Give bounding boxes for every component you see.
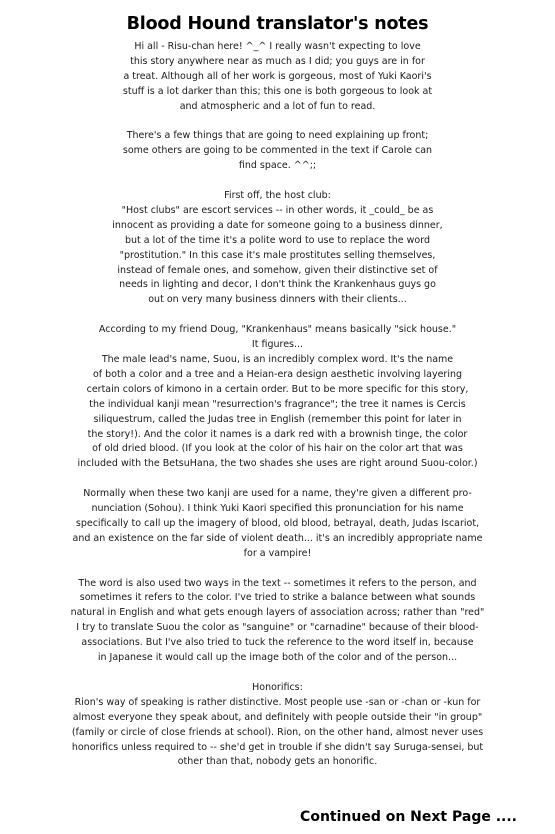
text-line: The word is also used two ways in the text -- sometimes it refers to the person, and <box>78 577 477 589</box>
text-line: this story anywhere near as much as I did; you guys are in for <box>130 55 425 67</box>
text-line: siliquestrum, called the Judas tree in English (remember this point for later in <box>93 413 462 425</box>
text-line: (family or circle of close friends at school). Rion, on the other hand, almost never uses <box>71 726 484 738</box>
text-line: "prostitution." In this case it's male prostitutes selling themselves, <box>119 249 436 261</box>
paragraph <box>14 189 541 308</box>
text-line: in Japanese it would call up the image both of the color and of the person... <box>97 652 458 664</box>
paragraph <box>14 487 541 562</box>
text-line: Rion's way of speaking is rather distinctive. Most people use -san or -chan or -kun for <box>74 696 481 708</box>
continued-notice: Continued on Next Page .... <box>300 809 517 825</box>
paragraph <box>14 577 541 666</box>
text-line: for a vampire! <box>243 547 312 559</box>
text-line: Honorifics: <box>252 681 303 693</box>
text-line: the individual kanji mean "resurrection's fragrance"; the tree it names is Cercis <box>89 398 466 410</box>
paragraph <box>14 40 541 115</box>
text-line: but a lot of the time it's a polite word to use to replace the word <box>124 234 430 246</box>
text-line: of both a color and a tree and a Heian-era design aesthetic involving layering <box>92 368 463 380</box>
text-line: find space. ^^;; <box>238 160 317 172</box>
text-line: and an existence on the far side of violent death... it's an incredibly appropriate name <box>72 532 483 544</box>
text-line: Normally when these two kanji are used for a name, they're given a different pro- <box>83 488 472 500</box>
text-line: out on very many business dinners with their clients... <box>148 294 407 306</box>
text-line: the story!). And the color it names is a dark red with a brownish tinge, the color <box>87 428 468 440</box>
notes-body <box>14 40 541 770</box>
text-line: specifically to call up the imagery of blood, old blood, betrayal, death, Judas Iscariot, <box>75 517 480 529</box>
paragraph <box>14 129 541 174</box>
paragraph <box>14 323 541 353</box>
text-line: "Host clubs" are escort services -- in other words, it _could_ be as <box>121 204 434 216</box>
text-line: nunciation (Sohou). I think Yuki Kaori specified this pronunciation for his name <box>91 503 464 515</box>
text-line: a treat. Although all of her work is gorgeous, most of Yuki Kaori's <box>123 70 432 82</box>
text-line: sometimes it refers to the color. I've tried to strike a balance between what sounds <box>79 592 476 604</box>
text-line: Hi all - Risu-chan here! ^_^ I really wasn't expecting to love <box>134 41 421 52</box>
text-line: included with the BetsuHana, the two shades she uses are right around Suou-color.) <box>77 458 478 470</box>
text-line: natural in English and what gets enough layers of association across; rather than "red" <box>70 607 485 619</box>
text-line: First off, the host club: <box>224 190 331 202</box>
text-line: It figures... <box>251 339 304 351</box>
text-line: According to my friend Doug, "Krankenhaus" means basically "sick house." <box>98 324 457 336</box>
text-line: stuff is a lot darker than this; this one is both gorgeous to look at <box>122 85 433 97</box>
text-line: honorifics unless required to -- she'd get in trouble if she didn't say Suruga-sensei, but <box>71 741 484 753</box>
text-line: and atmospheric and a lot of fun to read. <box>179 100 376 112</box>
text-line: of old dried blood. (If you look at the color of his hair on the color art that was <box>92 443 463 455</box>
text-line: innocent as providing a date for someone going to a business dinner, <box>112 219 443 231</box>
text-line: needs in lighting and decor, I don't think the Krankenhaus guys go <box>119 279 436 291</box>
text-line: There's a few things that are going to need explaining up front; <box>126 130 429 142</box>
page-title: Blood Hound translator's notes <box>126 14 429 34</box>
text-line: The male lead's name, Suou, is an incredibly complex word. It's the name <box>101 353 454 365</box>
text-line: instead of female ones, and somehow, given their distinctive set of <box>117 264 438 276</box>
text-line: I try to translate Suou the color as "sanguine" or "carnadine" because of their blood- <box>76 622 479 634</box>
text-line: some others are going to be commented in the text if Carole can <box>122 145 433 157</box>
text-line: other than that, nobody gets an honorific. <box>177 756 378 768</box>
paragraph <box>14 353 541 472</box>
paragraph <box>14 681 541 770</box>
text-line: almost everyone they speak about, and definitely with people outside their "in group" <box>72 711 483 723</box>
text-line: certain colors of kimono in a certain order. But to be more specific for this story, <box>86 383 469 395</box>
text-line: associations. But I've also tried to tuck the reference to the word itself in, because <box>81 637 474 649</box>
